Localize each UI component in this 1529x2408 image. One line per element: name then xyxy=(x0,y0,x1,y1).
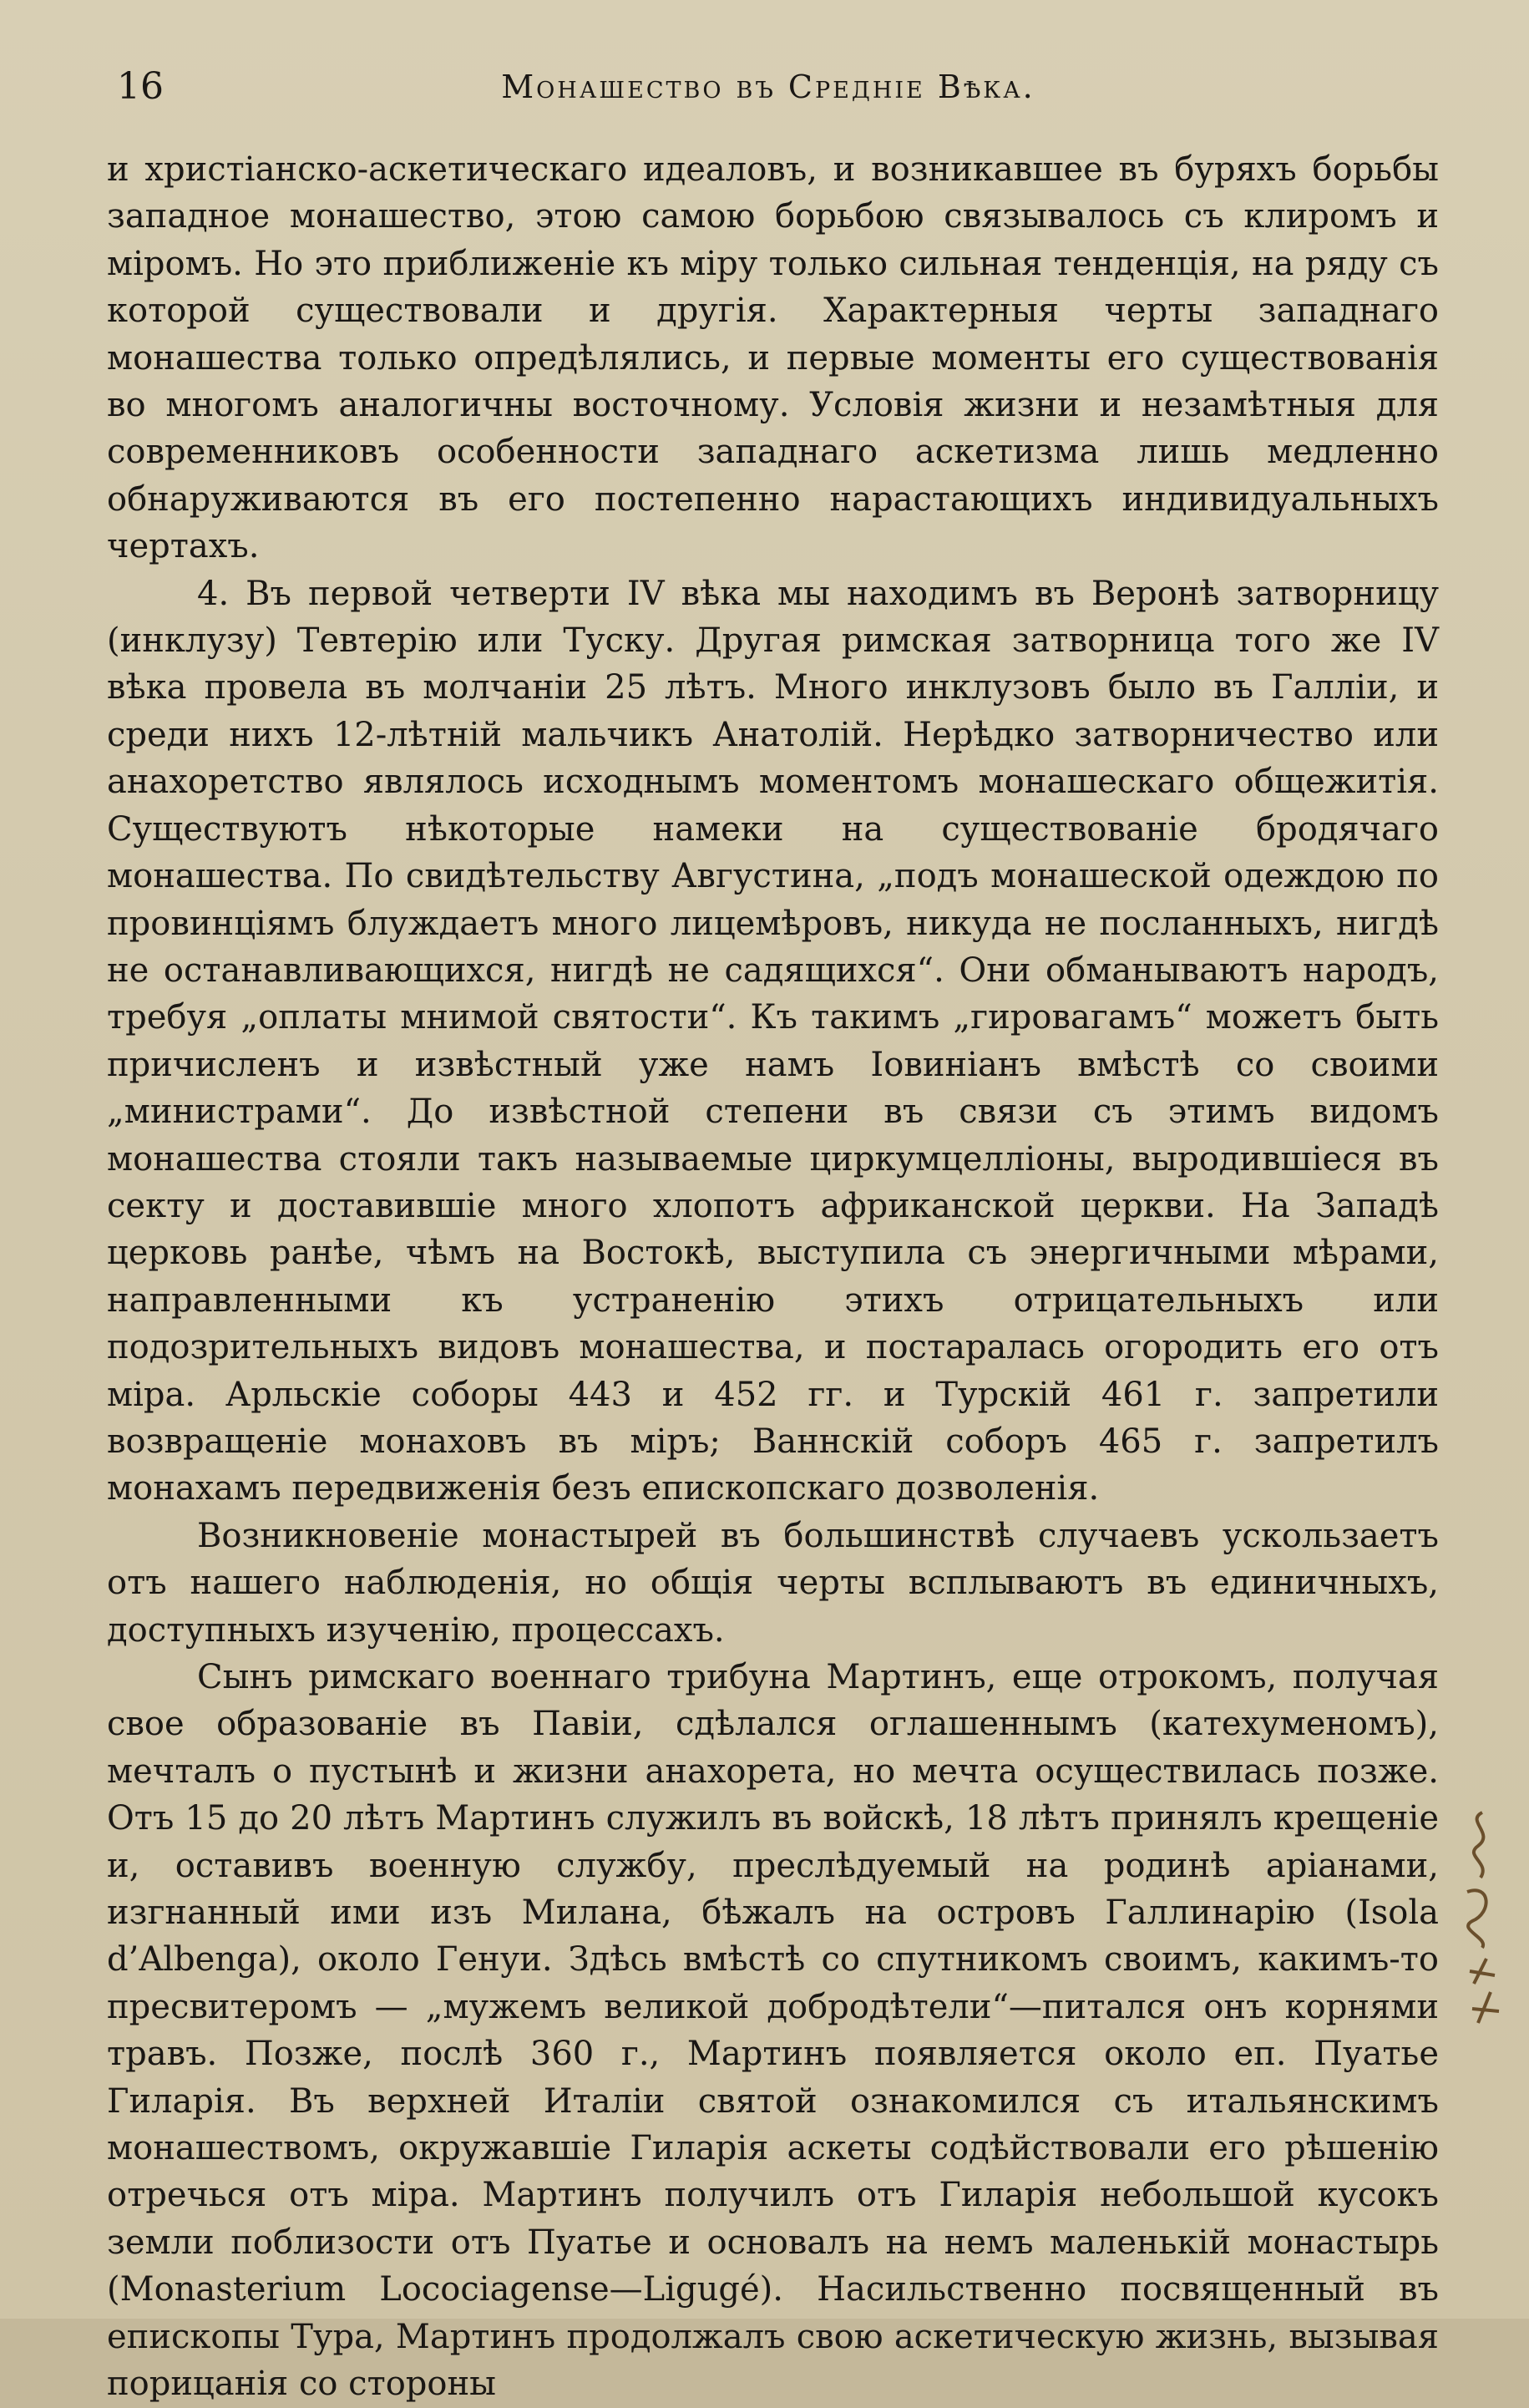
page-number: 16 xyxy=(117,65,164,108)
page-header xyxy=(117,65,1420,124)
handwritten-margin-mark xyxy=(1449,1804,1507,2030)
running-title: Монашество въ Средніе Вѣка. xyxy=(501,68,1035,105)
paragraph: и христіанско-аскетическаго идеаловъ, и возникавшее въ буряхъ борьбы западное монашество, этою самою борьбою связывалось съ клиромъ и міромъ. Но это приближеніе къ міру только сильная тенденція, на ряду съ которой существовали и другія. Характерныя черты западнаго монашества только опредѣлялись, и первые моменты его существованія во многомъ аналогичны восточному. Условія жизни и незамѣтныя для современниковъ особенности западнаго аскетизма лишь медленно обнаруживаются въ его постепенно нарастающихъ индивидуальныхъ чертахъ. xyxy=(107,150,1439,566)
body-text xyxy=(107,146,1439,2408)
paragraph: 4. Въ первой четверти IV вѣка мы находимъ въ Веронѣ затворницу (инклузу) Тевтерію или Туску. Другая римская затворница того же IV вѣка провела въ молчаніи 25 лѣтъ. Много инклузовъ было въ Галліи, и среди нихъ 12-лѣтній мальчикъ Анатолій. Нерѣдко затворничество или анахоретство являлось исходнымъ моментомъ монашескаго общежитія. Существуютъ нѣкоторые намеки на существованіе бродячаго монашества. По свидѣтельству Августина, „подъ монашеской одеждою по провинціямъ блуждаетъ много лицемѣровъ, никуда не посланныхъ, нигдѣ не останавливающихся, нигдѣ не садящихся“. Они обманываютъ народъ, требуя „оплаты мнимой святости“. Къ такимъ „гировагамъ“ можетъ быть причисленъ и извѣстный уже намъ Іовиніанъ вмѣстѣ со своими „министрами“. До извѣстной степени въ связи съ этимъ видомъ монашества стояли такъ называемые циркумцелліоны, выродившіеся въ секту и доставившіе много хлопотъ африканской церкви. На Западѣ церковь ранѣе, чѣмъ на Востокѣ, выступила съ энергичными мѣрами, направленными къ устраненію этихъ отрицательныхъ или подозрительныхъ видовъ монашества, и постаралась огородить его отъ міра. Арльскіе соборы 443 и 452 гг. и Турскій 461 г. запретили возвращеніе монаховъ въ міръ; Ваннскій соборъ 465 г. запретилъ монахамъ передвиженія безъ епископскаго дозволенія. xyxy=(107,574,1439,1508)
handwriting-scribble-icon xyxy=(1449,1804,1507,2030)
paragraph: Возникновеніе монастырей въ большинствѣ случаевъ ускользаетъ отъ нашего наблюденія, но общія черты всплываютъ въ единичныхъ, доступныхъ изученію, процессахъ. xyxy=(107,1516,1439,1650)
paragraph: Сынъ римскаго военнаго трибуна Мартинъ, еще отрокомъ, получая свое образованіе въ Павіи, сдѣлался оглашеннымъ (катехуменомъ), мечталъ о пустынѣ и жизни анахорета, но мечта осуществилась позже. Отъ 15 до 20 лѣтъ Мартинъ служилъ въ войскѣ, 18 лѣтъ принялъ крещеніе и, оставивъ военную службу, преслѣдуемый на родинѣ аріанами, изгнанный ими изъ Милана, бѣжалъ на островъ Галлинарію (Isola d’Albenga), около Генуи. Здѣсь вмѣстѣ со спутникомъ своимъ, какимъ-то пресвитеромъ — „мужемъ великой добродѣтели“—питался онъ корнями травъ. Позже, послѣ 360 г., Мартинъ появляется около еп. Пуатье Гиларія. Въ верхней Италіи святой ознакомился съ итальянскимъ монашествомъ, окружавшіе Гиларія аскеты содѣйствовали его рѣшенію отречься отъ міра. Мартинъ получилъ отъ Гиларія небольшой кусокъ земли поблизости отъ Пуатье и основалъ на немъ маленькій монастырь (Monasterium Locociagense—Ligugé). Насильственно посвященный въ епископы Тура, Мартинъ продолжалъ свою аскетическую жизнь, вызывая порицанія со стороны xyxy=(107,1658,1439,2404)
